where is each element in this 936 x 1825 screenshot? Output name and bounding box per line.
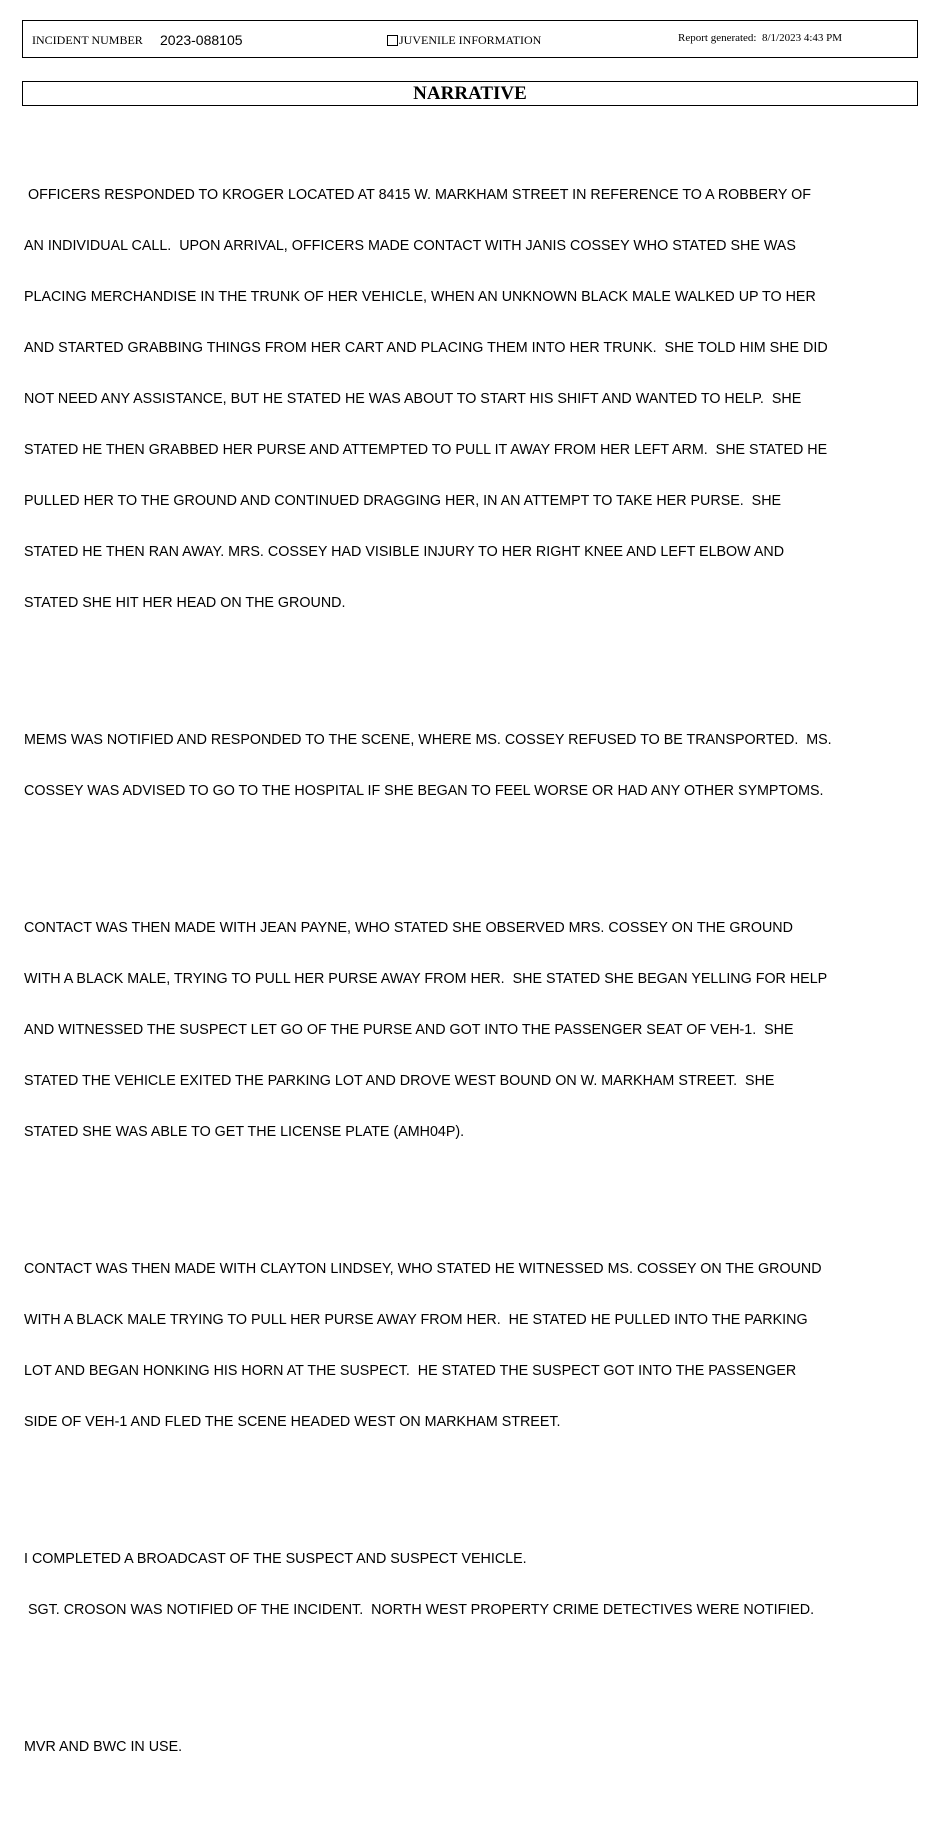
narrative-paragraph-6 <box>24 1705 930 1790</box>
narrative-line: STATED HE THEN RAN AWAY. MRS. COSSEY HAD VISIBLE INJURY TO HER RIGHT KNEE AND LEFT ELBOW AND <box>24 544 785 560</box>
narrative-line: WITH A BLACK MALE TRYING TO PULL HER PURSE AWAY FROM HER. HE STATED HE PULLED INTO THE PARKING <box>24 1312 808 1328</box>
narrative-paragraph-2 <box>24 698 930 834</box>
narrative-line: SIDE OF VEH-1 AND FLED THE SCENE HEADED WEST ON MARKHAM STREET. <box>24 1414 561 1430</box>
report-generated <box>678 32 842 44</box>
juvenile-information <box>387 33 541 48</box>
incident-number-value: 2023-088105 <box>160 32 243 48</box>
narrative-paragraph-5 <box>24 1517 930 1653</box>
narrative-line: WITH A BLACK MALE, TRYING TO PULL HER PURSE AWAY FROM HER. SHE STATED SHE BEGAN YELLING FOR HELP <box>24 971 828 987</box>
narrative-line: NOT NEED ANY ASSISTANCE, BUT HE STATED HE WAS ABOUT TO START HIS SHIFT AND WANTED TO HELP. SHE <box>24 391 802 407</box>
incident-number-label: INCIDENT NUMBER <box>32 33 143 47</box>
narrative-paragraph-1 <box>24 153 930 646</box>
narrative-paragraph-4 <box>24 1227 930 1465</box>
narrative-line: AND STARTED GRABBING THINGS FROM HER CART AND PLACING THEM INTO HER TRUNK. SHE TOLD HIM SHE DID <box>24 340 828 356</box>
juvenile-label: JUVENILE INFORMATION <box>399 33 542 47</box>
narrative-line: COSSEY WAS ADVISED TO GO TO THE HOSPITAL IF SHE BEGAN TO FEEL WORSE OR HAD ANY OTHER SYMPTOMS. <box>24 783 824 799</box>
narrative-line: STATED SHE WAS ABLE TO GET THE LICENSE PLATE (AMH04P). <box>24 1124 465 1140</box>
report-header <box>22 20 918 58</box>
narrative-line: OFFICERS RESPONDED TO KROGER LOCATED AT 8415 W. MARKHAM STREET IN REFERENCE TO A ROBBERY OF <box>24 187 812 203</box>
narrative-line: AN INDIVIDUAL CALL. UPON ARRIVAL, OFFICERS MADE CONTACT WITH JANIS COSSEY WHO STATED SHE WAS <box>24 238 796 254</box>
narrative-line: MEMS WAS NOTIFIED AND RESPONDED TO THE SCENE, WHERE MS. COSSEY REFUSED TO BE TRANSPORTED. MS. <box>24 732 832 748</box>
narrative-body <box>24 119 930 1825</box>
narrative-line: SGT. CROSON WAS NOTIFIED OF THE INCIDENT. NORTH WEST PROPERTY CRIME DETECTIVES WERE NOTIFIED. <box>24 1602 815 1618</box>
narrative-line: STATED THE VEHICLE EXITED THE PARKING LOT AND DROVE WEST BOUND ON W. MARKHAM STREET. SHE <box>24 1073 775 1089</box>
narrative-line: LOT AND BEGAN HONKING HIS HORN AT THE SUSPECT. HE STATED THE SUSPECT GOT INTO THE PASSENGER <box>24 1363 797 1379</box>
narrative-line: PLACING MERCHANDISE IN THE TRUNK OF HER VEHICLE, WHEN AN UNKNOWN BLACK MALE WALKED UP TO HER <box>24 289 816 305</box>
narrative-line: STATED HE THEN GRABBED HER PURSE AND ATTEMPTED TO PULL IT AWAY FROM HER LEFT ARM. SHE STATED HE <box>24 442 828 458</box>
narrative-line: CONTACT WAS THEN MADE WITH CLAYTON LINDSEY, WHO STATED HE WITNESSED MS. COSSEY ON THE GROUND <box>24 1261 822 1277</box>
narrative-paragraph-3 <box>24 886 930 1175</box>
juvenile-checkbox[interactable] <box>387 35 398 46</box>
section-title: NARRATIVE <box>22 81 918 106</box>
narrative-line: MVR AND BWC IN USE. <box>24 1739 183 1755</box>
narrative-line: PULLED HER TO THE GROUND AND CONTINUED DRAGGING HER, IN AN ATTEMPT TO TAKE HER PURSE. SHE <box>24 493 782 509</box>
report-generated-label: Report generated: <box>678 32 757 44</box>
narrative-line: STATED SHE HIT HER HEAD ON THE GROUND. <box>24 595 346 611</box>
narrative-line: I COMPLETED A BROADCAST OF THE SUSPECT AND SUSPECT VEHICLE. <box>24 1551 527 1567</box>
narrative-line: AND WITNESSED THE SUSPECT LET GO OF THE PURSE AND GOT INTO THE PASSENGER SEAT OF VEH-1. SHE <box>24 1022 794 1038</box>
report-generated-datetime: 8/1/2023 4:43 PM <box>762 32 843 44</box>
narrative-line: CONTACT WAS THEN MADE WITH JEAN PAYNE, WHO STATED SHE OBSERVED MRS. COSSEY ON THE GROUND <box>24 920 793 936</box>
